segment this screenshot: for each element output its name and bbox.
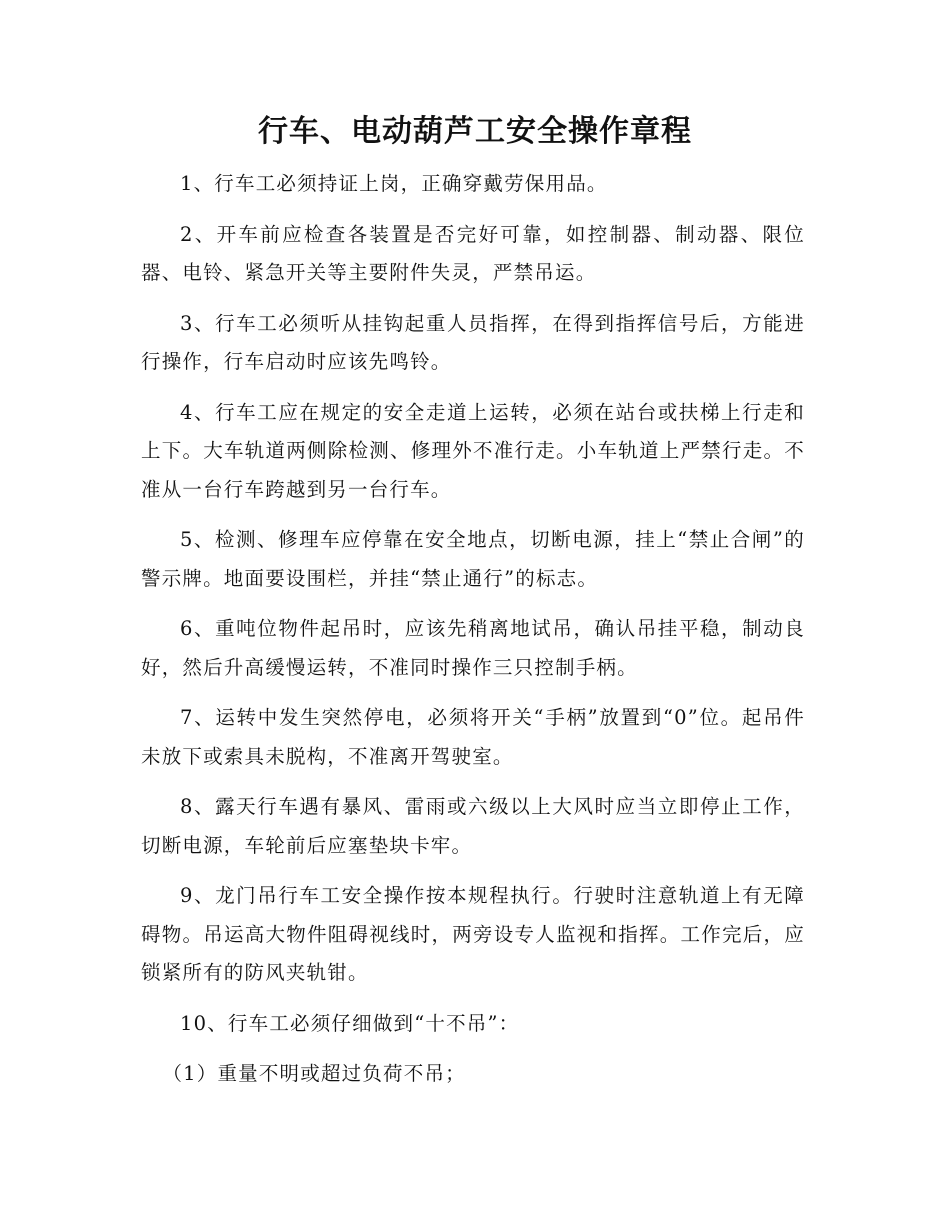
document-body xyxy=(141,165,805,1106)
paragraph-4: 4、行车工应在规定的安全走道上运转，必须在站台或扶梯上行走和上下。大车轨道两侧除检测、修理外不准行走。小车轨道上严禁行走。不准从一台行车跨越到另一台行车。 xyxy=(141,400,805,501)
paragraph-8: 8、露天行车遇有暴风、雷雨或六级以上大风时应当立即停止工作，切断电源，车轮前后应塞垫块卡牢。 xyxy=(141,795,805,857)
paragraph-3: 3、行车工必须听从挂钩起重人员指挥，在得到指挥信号后，方能进行操作，行车启动时应该先鸣铃。 xyxy=(141,311,805,373)
paragraph-7: 7、运转中发生突然停电，必须将开关“手柄”放置到“0”位。起吊件未放下或索具未脱构，不准离开驾驶室。 xyxy=(141,706,805,768)
paragraph-5: 5、检测、修理车应停靠在安全地点，切断电源，挂上“禁止合闸”的警示牌。地面要设围栏，并挂“禁止通行”的标志。 xyxy=(141,528,805,590)
paragraph-10: 10、行车工必须仔细做到“十不吊”： xyxy=(180,1011,520,1035)
paragraph-9: 9、龙门吊行车工安全操作按本规程执行。行驶时注意轨道上有无障碍物。吊运高大物件阻碍视线时，两旁设专人监视和指挥。工作完后，应锁紧所有的防风夹轨钳。 xyxy=(141,884,805,984)
document-title: 行车、电动葫芦工安全操作章程 xyxy=(258,114,692,149)
sub-item-1: （1）重量不明或超过负荷不吊； xyxy=(162,1062,466,1085)
paragraph-1: 1、行车工必须持证上岗，正确穿戴劳保用品。 xyxy=(180,172,608,195)
paragraph-6: 6、重吨位物件起吊时，应该先稍离地试吊，确认吊挂平稳，制动良好，然后升高缓慢运转，不准同时操作三只控制手柄。 xyxy=(141,617,805,679)
paragraph-2: 2、开车前应检查各装置是否完好可靠，如控制器、制动器、限位器、电铃、紧急开关等主要附件失灵，严禁吊运。 xyxy=(141,222,805,284)
